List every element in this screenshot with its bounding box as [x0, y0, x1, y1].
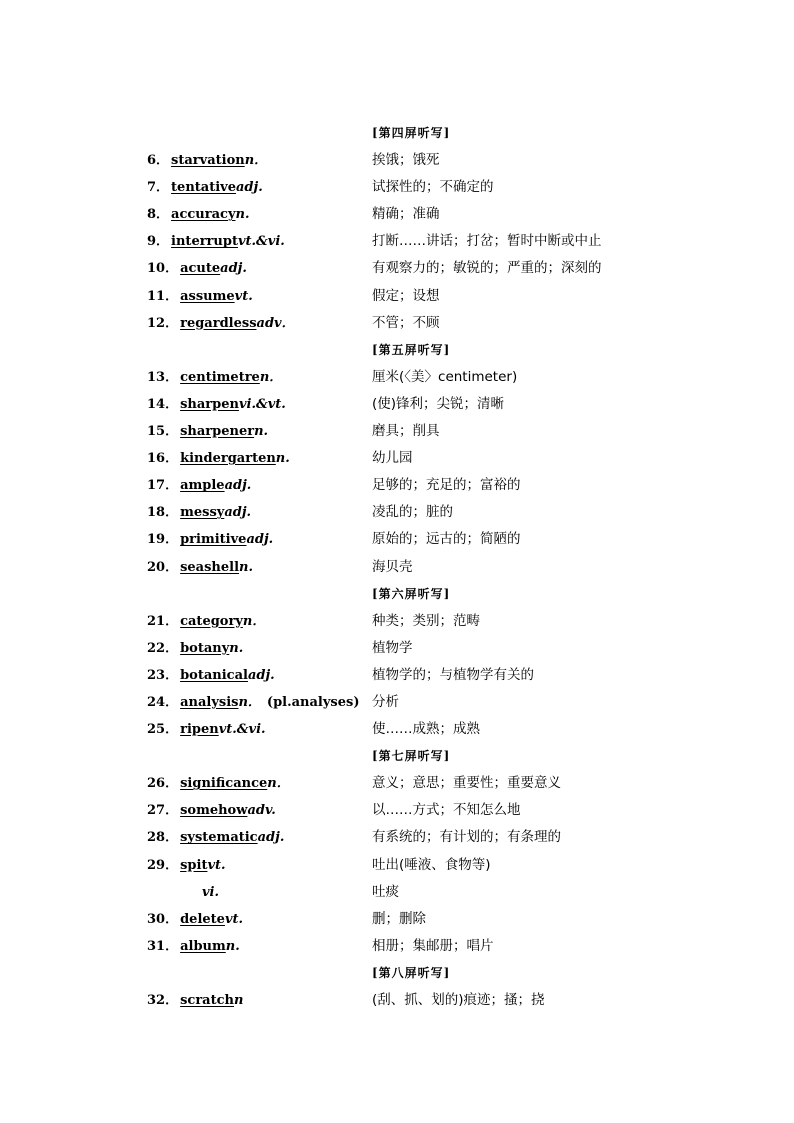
- vocab-entry: [0, 499, 794, 526]
- entry-number: 14．: [147, 396, 179, 412]
- entry-number: 7．: [147, 180, 170, 196]
- entry-number: 31．: [147, 938, 179, 954]
- entry-note: (pl.analyses): [266, 694, 360, 710]
- entry-number: 28．: [147, 830, 179, 846]
- entry-number: 20．: [147, 559, 179, 575]
- entry-word: spit: [180, 857, 208, 873]
- part-of-speech: vt.: [234, 288, 253, 304]
- entry-term: [147, 635, 243, 662]
- part-of-speech: n.: [239, 559, 254, 575]
- entry-word: botany: [180, 640, 230, 656]
- entry-meaning: 精确；准确: [372, 206, 440, 223]
- entry-number: 22．: [147, 640, 179, 656]
- vocab-subentry: [0, 879, 794, 906]
- entry-term: [147, 283, 253, 310]
- entry-meaning: 以……方式；不知怎么地: [372, 802, 521, 819]
- entry-number: 30．: [147, 911, 179, 927]
- entry-word: starvation: [171, 153, 245, 169]
- entry-meaning: 使……成熟；成熟: [372, 721, 480, 738]
- section-row: [0, 960, 794, 987]
- entry-term: [147, 147, 267, 174]
- entry-word: significance: [180, 776, 268, 792]
- entry-meaning: 凌乱的；脏的: [372, 504, 453, 521]
- entry-word: tentative: [171, 180, 236, 196]
- part-of-speech: n．: [242, 613, 266, 629]
- part-of-speech: vt.: [224, 911, 244, 927]
- entry-number: 18．: [147, 505, 179, 521]
- entry-meaning: 删；删除: [372, 910, 426, 927]
- part-of-speech: n．: [244, 153, 268, 169]
- part-of-speech: n．: [267, 776, 290, 792]
- entry-number: 32．: [147, 993, 179, 1008]
- entry-meaning: 原始的；远古的；简陋的: [372, 531, 521, 548]
- vocab-entry: [0, 716, 794, 743]
- part-of-speech: adj.: [247, 667, 275, 683]
- part-of-speech: vt.&vi.: [237, 234, 285, 250]
- entry-word: kindergarten: [180, 451, 276, 467]
- vocab-entry: [0, 255, 794, 282]
- vocab-entry: [0, 797, 794, 824]
- section-row: [0, 337, 794, 364]
- entry-word: delete: [180, 911, 225, 927]
- entry-meaning: 吐出(唾液、食物等): [372, 856, 491, 873]
- vocab-entry: [0, 662, 794, 689]
- part-of-speech: n.: [229, 640, 244, 656]
- entry-word: scratch: [180, 993, 234, 1008]
- entry-term: [147, 228, 285, 255]
- entry-meaning: 试探性的；不确定的: [372, 179, 494, 196]
- section-title: [第五屏听写]: [372, 342, 451, 357]
- entry-term: [147, 526, 273, 553]
- entry-word: somehow: [180, 803, 248, 819]
- entry-term: [147, 906, 243, 933]
- part-of-speech: vi.&vt.: [238, 396, 286, 412]
- entry-number: 29．: [147, 857, 179, 873]
- entry-number: 12．: [147, 315, 179, 331]
- entry-number: 11．: [147, 288, 179, 304]
- entry-word: centimetre: [180, 369, 260, 385]
- part-of-speech: adj.: [235, 180, 263, 196]
- section-row: [0, 120, 794, 147]
- entry-meaning: 打断……讲话；打岔；暂时中断或中止: [372, 233, 602, 250]
- entry-term: [147, 418, 268, 445]
- entry-meaning: (刮、抓、划的)痕迹；搔；挠: [372, 992, 545, 1008]
- part-of-speech: adj.: [220, 261, 247, 277]
- entry-word: primitive: [180, 532, 247, 548]
- section-title: [第八屏听写]: [372, 965, 451, 980]
- entry-term: [147, 364, 282, 391]
- entry-meaning: 挨饿；饿死: [372, 152, 440, 169]
- entry-term: [147, 824, 284, 851]
- entry-word: sharpen: [180, 396, 239, 412]
- entry-number: 23．: [147, 667, 179, 683]
- entry-meaning: 相册；集邮册；唱片: [372, 937, 494, 954]
- entry-term: [147, 391, 286, 418]
- entry-word: album: [180, 938, 226, 954]
- vocab-entry: [0, 445, 794, 472]
- entry-term: [147, 987, 243, 1014]
- part-of-speech: vt.: [207, 857, 226, 873]
- entry-word: messy: [180, 505, 225, 521]
- entry-term: [147, 201, 249, 228]
- entry-word: assume: [180, 288, 235, 304]
- part-of-speech: adv．: [256, 315, 295, 331]
- entry-meaning: 有系统的；有计划的；有条理的: [372, 829, 561, 846]
- entry-number: 25．: [147, 722, 179, 738]
- entry-word: accuracy: [171, 207, 236, 223]
- entry-term: [147, 770, 290, 797]
- entry-term: [147, 174, 263, 201]
- section-title: [第四屏听写]: [372, 126, 451, 140]
- entry-word: regardless: [180, 315, 257, 331]
- entry-number: 6．: [147, 153, 170, 169]
- vocab-entry: [0, 201, 794, 228]
- entry-number: 21．: [147, 613, 179, 629]
- vocab-entry: [0, 608, 794, 635]
- entry-meaning: 种类；类别；范畴: [372, 612, 480, 629]
- vocabulary-list: [0, 120, 794, 1014]
- entry-number: 24．: [147, 694, 179, 710]
- entry-meaning: 幼儿园: [372, 450, 413, 467]
- part-of-speech: vi.: [202, 884, 220, 900]
- section-title: [第七屏听写]: [372, 749, 451, 764]
- part-of-speech: n．: [238, 694, 261, 710]
- vocab-entry: [0, 310, 794, 337]
- vocab-entry: [0, 987, 794, 1014]
- entry-term: [147, 852, 226, 879]
- entry-word: systematic: [180, 830, 258, 846]
- vocab-entry: [0, 689, 794, 716]
- entry-term: [147, 472, 251, 499]
- entry-meaning: 足够的；充足的；富裕的: [372, 477, 521, 494]
- entry-term: [147, 716, 266, 743]
- vocab-entry: [0, 472, 794, 499]
- entry-number: 26．: [147, 776, 179, 792]
- part-of-speech: n.: [275, 451, 290, 467]
- vocab-entry: [0, 364, 794, 391]
- part-of-speech: adj.: [257, 830, 285, 846]
- entry-number: 13．: [147, 369, 179, 385]
- entry-term: [147, 689, 359, 716]
- entry-meaning: (使)锋利；尖锐；清晰: [372, 395, 505, 412]
- entry-term: [147, 499, 251, 526]
- section-row: [0, 581, 794, 608]
- part-of-speech: n．: [259, 369, 283, 385]
- entry-term: [147, 445, 290, 472]
- vocab-entry: [0, 554, 794, 581]
- entry-meaning: 分析: [372, 693, 399, 710]
- entry-term: [147, 608, 265, 635]
- entry-term: [147, 554, 253, 581]
- entry-word: acute: [180, 261, 221, 277]
- part-of-speech: adj.: [224, 478, 252, 494]
- entry-number: 15．: [147, 424, 179, 440]
- entry-number: 19．: [147, 532, 179, 548]
- vocab-entry: [0, 147, 794, 174]
- vocab-entry: [0, 906, 794, 933]
- entry-word: interrupt: [171, 234, 238, 250]
- vocab-entry: [0, 635, 794, 662]
- entry-word: botanical: [180, 667, 248, 683]
- entry-meaning: 植物学: [372, 639, 413, 656]
- part-of-speech: adj.: [224, 505, 252, 521]
- entry-term: [147, 797, 276, 824]
- entry-number: 9．: [147, 234, 170, 250]
- entry-meaning: 厘米(〈美〉centimeter): [372, 368, 518, 385]
- part-of-speech: n.: [235, 207, 250, 223]
- vocab-entry: [0, 852, 794, 879]
- entry-number: 8．: [147, 207, 170, 223]
- entry-number: 27．: [147, 803, 179, 819]
- vocab-entry: [0, 174, 794, 201]
- entry-meaning: 植物学的；与植物学有关的: [372, 666, 534, 683]
- vocab-entry: [0, 933, 794, 960]
- entry-meaning: 吐痰: [372, 883, 399, 900]
- entry-term: [147, 933, 240, 960]
- entry-number: 16．: [147, 451, 179, 467]
- vocab-entry: [0, 526, 794, 553]
- vocab-entry: [0, 770, 794, 797]
- part-of-speech: n.: [225, 938, 240, 954]
- entry-term: [202, 879, 219, 906]
- entry-meaning: 海贝壳: [372, 558, 413, 575]
- vocab-entry: [0, 391, 794, 418]
- entry-word: ripen: [180, 722, 219, 738]
- entry-number: 17．: [147, 478, 179, 494]
- entry-meaning: 有观察力的；敏锐的；严重的；深刻的: [372, 260, 602, 277]
- entry-term: [147, 310, 295, 337]
- part-of-speech: n.: [254, 424, 269, 440]
- entry-word: sharpener: [180, 424, 255, 440]
- entry-word: seashell: [180, 559, 240, 575]
- vocab-entry: [0, 283, 794, 310]
- part-of-speech: vt.&vi.: [218, 722, 266, 738]
- entry-word: category: [180, 613, 243, 629]
- vocab-entry: [0, 824, 794, 851]
- part-of-speech: adv.: [247, 803, 276, 819]
- entry-term: [147, 255, 247, 282]
- section-row: [0, 743, 794, 770]
- entry-meaning: 磨具；削具: [372, 423, 440, 440]
- entry-meaning: 假定；设想: [372, 287, 440, 304]
- vocab-entry: [0, 418, 794, 445]
- section-title: [第六屏听写]: [372, 586, 451, 601]
- part-of-speech: n: [233, 993, 244, 1008]
- part-of-speech: adj.: [246, 532, 274, 548]
- entry-term: [147, 662, 275, 689]
- vocab-entry: [0, 228, 794, 255]
- entry-number: 10．: [147, 261, 179, 277]
- entry-meaning: 不管；不顾: [372, 314, 440, 331]
- entry-meaning: 意义；意思；重要性；重要意义: [372, 775, 561, 792]
- entry-word: ample: [180, 478, 225, 494]
- entry-word: analysis: [180, 694, 239, 710]
